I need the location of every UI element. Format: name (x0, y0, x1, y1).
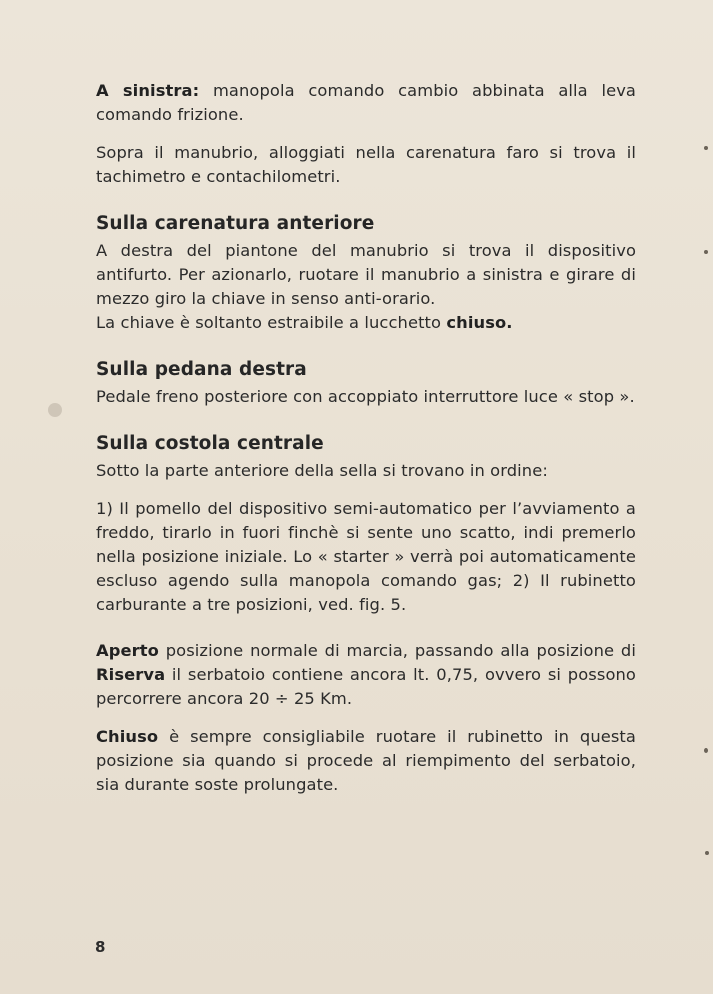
paragraph-text: il serbatoio contiene ancora lt. 0,75, ovvero si possono percorrere ancora 20 ÷ 25 Km. (96, 665, 636, 708)
bold-term: chiuso. (446, 313, 513, 332)
paper-speck (704, 250, 708, 254)
heading-pedana: Sulla pedana destra (96, 359, 307, 380)
paragraph-text: manopola comando cambio abbinata alla leva comando frizione. (96, 81, 637, 124)
bold-term: A sinistra: (96, 81, 200, 100)
paragraph-speedometer: Sopra il manubrio, alloggiati nella carenatura faro si trova il tachimetro e contachilometri. (96, 143, 636, 186)
paragraph-text: La chiave è soltanto estraibile a lucchetto (96, 313, 447, 332)
page-number: 8 (95, 938, 106, 956)
heading-carenatura: Sulla carenatura anteriore (96, 213, 375, 234)
paragraph-text: è sempre consigliabile ruotare il rubinetto in questa posizione sia quando si procede al riempimento del serbatoio, sia durante soste prolungate. (96, 727, 636, 794)
bold-term: Chiuso (96, 727, 159, 746)
paper-speck (704, 748, 708, 753)
paragraph-chiave (96, 311, 636, 335)
page-content (96, 79, 636, 797)
paragraph-pedale: Pedale freno posteriore con accoppiato interruttore luce « stop ». (96, 387, 635, 406)
heading-costola: Sulla costola centrale (96, 433, 324, 454)
bold-term: Aperto (96, 641, 159, 660)
paper-speck (704, 146, 708, 150)
paragraph-starter: 1) Il pomello del dispositivo semi-automatico per l’avviamento a freddo, tirarlo in fuori finchè si sente uno scatto, indi premerlo nella posizione iniziale. Lo « starter » verrà poi automaticamente escluso agendo sulla manopola comando gas; 2) Il rubinetto carburante a tre posizioni, ved. fig. 5. (96, 499, 636, 614)
paper-speck (48, 403, 62, 417)
paragraph-chiuso (96, 725, 636, 797)
paragraph-left-controls (96, 79, 636, 127)
paragraph-ordine: Sotto la parte anteriore della sella si trovano in ordine: (96, 461, 548, 480)
paragraph-aperto (96, 639, 636, 711)
paragraph-antifurto: A destra del piantone del manubrio si trova il dispositivo antifurto. Per azionarlo, ruotare il manubrio a sinistra e girare di mezzo giro la chiave in senso anti-orario. (96, 241, 636, 308)
paragraph-text: posizione normale di marcia, passando alla posizione di (158, 641, 636, 660)
bold-term: Riserva (96, 665, 166, 684)
paper-speck (705, 851, 709, 855)
